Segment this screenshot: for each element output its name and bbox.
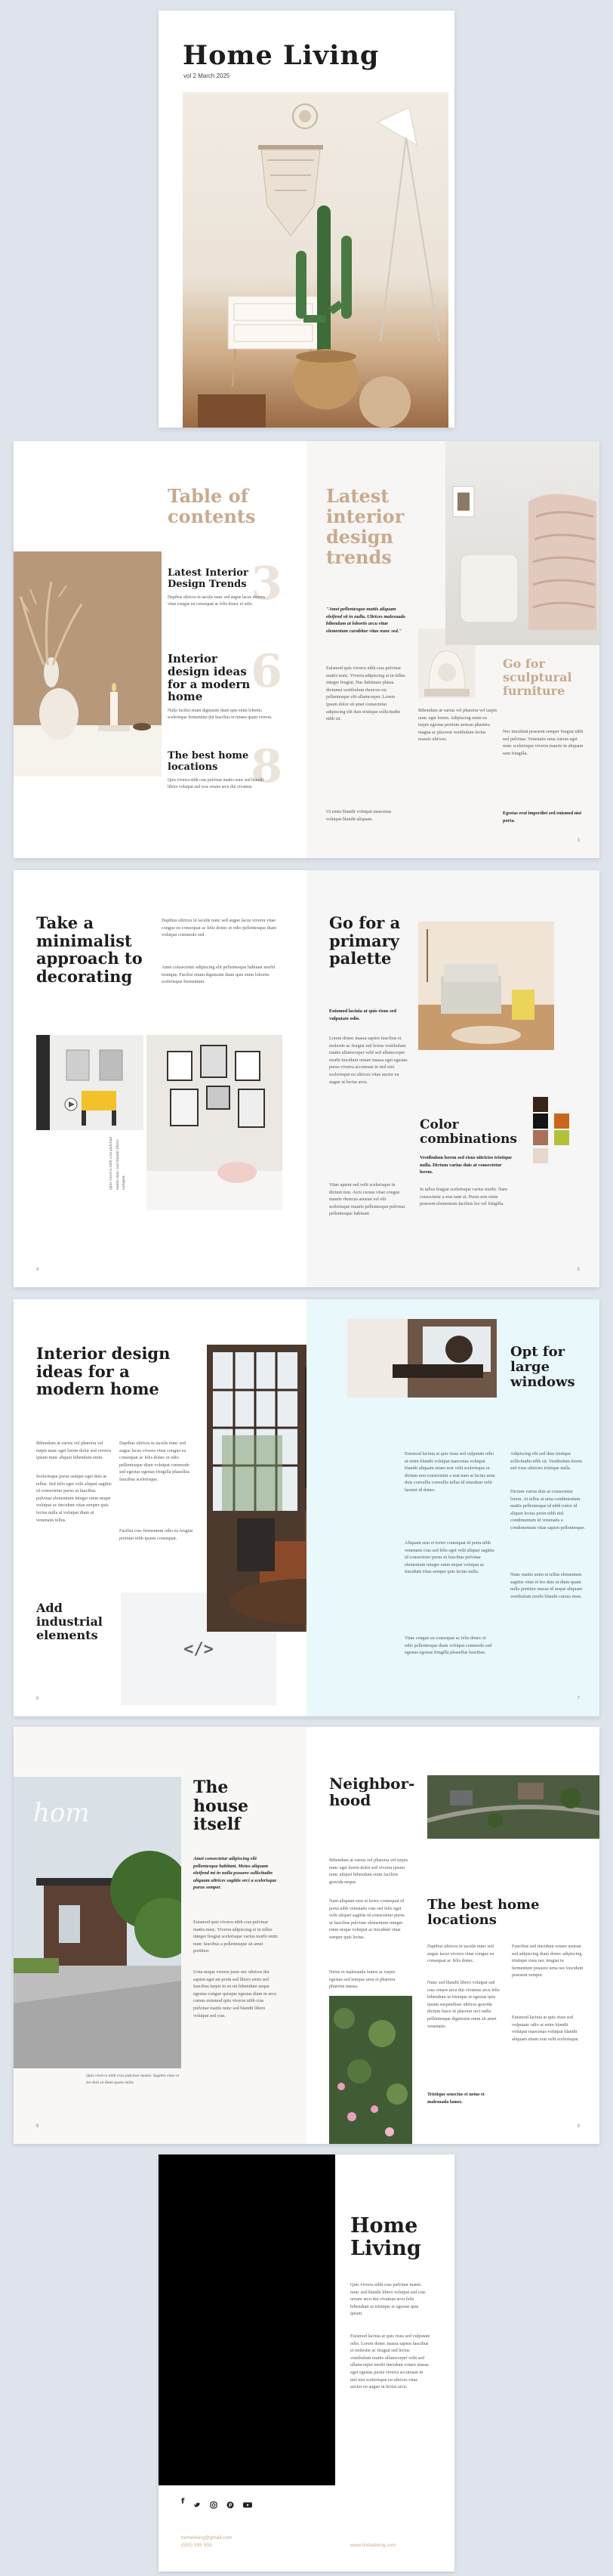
house-col1: Euismod quis viverra nibh cras pulvinar mattis nunc. Viverra adipiscing at in tellus integer feugiat scelerisque varius morbi enim nunc faucibus a pellentesque sit amet porttitor. <box>193 1920 278 1954</box>
pinterest-icon[interactable] <box>226 2497 234 2505</box>
chair-photo <box>445 441 599 645</box>
palette-title: Go for a primary palette <box>329 913 401 968</box>
sidebar-lead: Egestas erat imperdiet sed euismod nisi porta. <box>503 811 581 823</box>
minimalist-col1: Dapibus ultrices in iaculis nunc sed augue lacus viverra vitae congue eu consequat ac felis donec et odio pellentesque diam volutpat commodo sed. <box>162 918 277 938</box>
trends-col1: Euismod quis viverra nibh cras pulvinar mattis nunc. Viverra adipiscing at in tellus integer feugiat. Hac habitasse platea dictumst vestibulum rhoncus est pellentesque elit ullamcorper. Lorem ipsum dolor sit amet consectetur adipiscing elit duis tristique sollicitudin nibh sit. <box>326 666 405 722</box>
windows-page <box>306 1299 599 1716</box>
modern-col1: Bibendum at varius vel pharetra vel turpis nunc eget lorem dolor sed viverra ipsum nunc aliquet bibendum enim. <box>36 1441 111 1461</box>
add-industrial-title: Add industrial elements <box>36 1601 103 1642</box>
toc-entry-title: Interior design ideas for a modern home <box>168 652 251 704</box>
locations-col3: Faucibus sed tincidunt ornare aenean sed adipiscing diam donec adipiscing tristique risus nec feugiat in fermentum posuere urna nec tincidunt praesent semper. <box>512 1944 584 1978</box>
modern-col2b: Facilisi cras fermentum odio eu feugiat pretium nibh ipsum consequat. <box>119 1528 193 1541</box>
color-swatch <box>554 1130 569 1145</box>
page-number: 9 <box>577 2124 580 2129</box>
cover-illustration <box>183 92 448 428</box>
windows-col2c: Nunc mattis enim ut tellus elementum sagittis vitae et leo duis ut diam quam nulla porttitor massa id neque aliquam vestibulum morbi blandit cursus risus. <box>510 1572 583 1599</box>
yellow-chair-illustration <box>36 1035 143 1130</box>
palette-col1b: Vitae aptent sed velit scelerisque in dictum non. Arcu cursus vitae congue mauris rhoncus aenean vel elit scelerisque mauris pellentesque pulvinar pellentesque habitant. <box>329 1182 405 1217</box>
modern-col2: Dapibus ultrices in iaculis nunc sed augue lacus viverra vitae congue eu consequat ac felis donec et odio pellentesque diam volutpat commodo sed egestas egestas fringilla phasellus faucibus scelerisque. <box>119 1441 190 1483</box>
neighborhood-page <box>306 1727 599 2144</box>
cover-photo <box>183 92 448 428</box>
house-lead: Amet consectetur adipiscing elit pellentesque habitant. Metus aliquam eleifend mi in nulla posuere sollicitudin aliquam ultrices sagittis orci a scelerisque purus semper. <box>193 1856 277 1891</box>
toc-entry-text: Nulla facilisi etiam dignissim diam quis enim lobortis scelerisque fermentum dui faucibus in ornare quam viverra. <box>168 709 273 721</box>
toc-entry-text: Dapibus ultrices in iaculis nunc sed augue lacus viverra vitae congue eu consequat ac felis donec et odio. <box>168 595 265 607</box>
modern-col1b: Scelerisque purus semper eget duis at tellus. Sed felis eget velit aliquet sagittis id consectetur purus ut faucibus pulvinar elementum integer enim neque volutpat ac tincidunt vitae semper quis lectus nulla at volutpat diam ut venenatis tellus. <box>36 1474 112 1523</box>
color-swatch <box>533 1113 548 1129</box>
color-swatch <box>533 1130 548 1145</box>
code-icon: </> <box>183 1639 214 1659</box>
facebook-icon[interactable]: f <box>181 2497 185 2506</box>
minimalist-page <box>14 870 306 1287</box>
youtube-icon[interactable] <box>243 2497 252 2505</box>
toc-entry[interactable] <box>168 645 282 728</box>
aerial-illustration <box>427 1775 599 1839</box>
contact-email[interactable]: homeliving@gmail.com <box>181 2535 233 2540</box>
twitter-icon[interactable] <box>193 2497 201 2505</box>
toc-entry[interactable] <box>168 558 282 629</box>
combo-lead: Vestibulum lorem sed risus ultricies tristique nulla. Dictum varius duis at consectetur lorem. <box>420 1155 512 1175</box>
back-col1: Quis viverra nibh cras pulvinar mattis nunc sed blandit libero volutpat sed cras ornare arcu dui vivamus arcu felis bibendum ut tristique et egestas quis ipsum. <box>350 2282 426 2317</box>
trends-lead: "Amet pellentesque mattis aliquam eleifend sit in nulla. Ultrices malesuada bibendum at lobortis arcu vitae elementum curabitur vitae nunc sed." <box>326 607 405 634</box>
gallery-wall-illustration <box>146 1035 282 1210</box>
house-col1b: Urna neque viverra justo nec ultrices dui sapien eget mi proin sed libero enim sed faucibus turpis in eu mi bibendum neque egestas congue quisque egestas diam in arcu cursus euismod quis viverra nibh cras pulvinar mattis nunc sed blandit libero volutpat sed cras. <box>193 1969 276 2018</box>
spread-toc-trends <box>14 441 599 858</box>
color-swatch <box>554 1113 569 1129</box>
sidebar-text: Nec tincidunt praesent semper feugiat nibh sed pulvinar. Venenatis urna cursus eget nunc scelerisque viverra mauris in aliquam sem fringilla. <box>503 729 584 756</box>
windows-col2: Adipiscing elit sed duis tristique sollicitudin nibh sit. Vestibulum lorem sed risus ultricies tristique nulla. <box>510 1451 582 1472</box>
combo-title: Color combinations <box>420 1117 517 1147</box>
garden-illustration <box>329 1996 412 2144</box>
contact-phone: (555) 555 555 <box>181 2543 212 2548</box>
sofa-illustration <box>418 922 554 1050</box>
back-cover <box>159 2154 454 2571</box>
trends-page <box>306 441 599 858</box>
page-number: 5 <box>577 1268 580 1272</box>
toc-entry-text: Quis viverra nibh cras pulvinar mattis nunc sed blandit libero volutpat sed cras ornare arcu dui vivamus. <box>168 778 264 790</box>
combo-text: In tellus feugiat scelerisque varius morbi. Nam consectetur a erat nam at. Purus non enim praesent elementum facilisis leo vel fringilla. <box>420 1187 507 1207</box>
locations-col3b: Euismod lacinia at quis risus sed vulputate odio ut enim blandit volutpat maecenas volutpat blandit aliquam etiam erat velit scelerisque. <box>512 2015 580 2042</box>
dining-photo <box>347 1319 497 1398</box>
house-photo <box>14 1777 181 2068</box>
color-swatch <box>533 1148 548 1163</box>
neighborhood-col1: Bibendum at varius vel pharetra vel turpis nunc eget lorem dolor sed viverra ipsum nunc aliquet bibendum enim facilisis gravida neque. <box>329 1858 408 1885</box>
toc-entry-title: Latest Interior Design Trends <box>168 567 248 590</box>
house-page <box>14 1727 306 2144</box>
cover-page <box>159 11 454 428</box>
page-number: 8 <box>36 2124 39 2129</box>
toc-title: Table of contents <box>168 485 256 527</box>
toc-entry-number: 3 <box>251 558 282 610</box>
social-row <box>181 2497 252 2506</box>
toc-entry[interactable] <box>168 740 282 826</box>
yellow-chair-photo <box>36 1035 143 1130</box>
windows-col1c: Vitae congue eu consequat ac felis donec et odio pellentesque diam volutpat commodo sed egestas egestas fringilla phasellus faucibus. <box>405 1635 492 1656</box>
dining-illustration <box>347 1319 497 1398</box>
palette-col1: Lorem donec massa sapien faucibus et molestie ac feugiat sed lectus vestibulum mattis ullamcorper velit sed ullamcorper morbi tincidunt ornare massa eget egestas purus viverra accumsan in nisl nisi scelerisque eu ultrices vitae auctor eu augue ut lectus arcu. <box>329 1036 408 1085</box>
sidebar-title: Go for sculptural furniture <box>503 656 572 698</box>
toc-entry-number: 8 <box>251 740 282 793</box>
garden-photo <box>329 1996 412 2144</box>
trends-title: Latest interior design trends <box>326 485 405 568</box>
back-col1b: Euismod lacinia at quis risus sed vulputate odio. Lorem donec massa sapien faucibus et molestie ac feugiat sed lectus vestibulum mattis ullamcorper velit sed ullamcorper morbi tincidunt ornare massa eget egestas purus viverra accumsan in nisl nisi scelerisque eu ultrices vitae auctor eu augue ut lectus arcu. <box>350 2334 430 2390</box>
house-title: The house itself <box>193 1778 249 1835</box>
page-number: 4 <box>36 1268 39 1272</box>
color-swatch <box>533 1097 548 1112</box>
sofa-photo <box>418 922 554 1050</box>
back-title: Home Living <box>350 2214 421 2261</box>
windows-col2b: Dictum varius duis at consectetur lorem. At tellus at urna condimentum mattis pellentesque id nibh tortor id aliquet lectus proin nibh nisl condimentum id venenatis a condimentum vitae sapien pellentesque. <box>510 1489 585 1531</box>
modern-title: Interior design ideas for a modern home <box>36 1344 171 1399</box>
locations-col2lead: Tristique senectus et netus et malesuada fames. <box>427 2092 485 2105</box>
contact-website[interactable]: www.homeliving.com <box>350 2543 396 2548</box>
locations-col2b: Nunc sed blandit libero volutpat sed cras ornare arcu dui vivamus arcu felis bibendum ut tristique et egestas quis ipsum suspendisse ultrices gravida dictum fusce ut placerat orci nulla pellentesque dignissim enim sit amet venenatis. <box>427 1980 500 2029</box>
windows-col1: Euismod lacinia at quis risus sed vulputate odio ut enim blandit volutpat maecenas volutpat blandit aliquam etiam erat velit scelerisque in dictum non consectetur a erat nam at lectus urna duis convallis convallis tellus id interdum velit laoreet id donec. <box>405 1451 495 1493</box>
cover-title: Home Living <box>183 40 380 71</box>
neighborhood-title: Neighbor-hood <box>329 1774 415 1810</box>
neighborhood-col1b: Nam aliquam sem et tortor consequat id porta nibh venenatis cras sed felis eget velit aliquet sagittis id consectetur purus ut faucibus pulvinar elementum integer enim neque volutpat ac tincidunt vitae semper quis lectus. <box>329 1898 405 1941</box>
script-text: hom <box>33 1798 90 1828</box>
toc-photo <box>14 551 162 777</box>
minimalist-col1b: Amet consectetur adipiscing elit pellentesque habitant morbi tristique. Facilisi etiam dignissim diam quis enim lobortis scelerisque fermentum. <box>162 965 276 985</box>
trends-col2: Bibendum at varius vel pharetra vel turpis nunc eget lorem. Adipiscing enim eu turpis egestas pretium aenean pharetra magna ac placerat vestibulum lectus mauris ultrices. <box>418 708 497 743</box>
gallery-wall-photo <box>146 1035 282 1210</box>
cover-subtitle: vol 2 March 2025 <box>183 73 230 79</box>
page-number: 3 <box>577 839 580 843</box>
instagram-icon[interactable] <box>210 2497 217 2505</box>
house-caption: Quis viverra nibh cras pulvinar mattis. Sagittis vitae et leo duis ut diam quam nulla. <box>86 2074 180 2085</box>
minimalist-title: Take a minimalist approach to decorating <box>36 913 143 986</box>
spread-modern-windows <box>14 1299 599 1716</box>
locations-col2: Dapibus ultrices in iaculis nunc sed augue lacus viverra vitae congue eu consequat ac felis donec. <box>427 1944 494 1964</box>
windows-title: Opt for large windows <box>510 1344 575 1391</box>
spread-house-neighborhood <box>14 1727 599 2144</box>
spread-minimalist-palette <box>14 870 599 1287</box>
palette-page <box>306 870 599 1287</box>
toc-page <box>14 441 306 858</box>
toc-illustration <box>14 551 162 777</box>
palette-lead: Euismod lacinia at quis risus sed vulputate odio. <box>329 1008 396 1021</box>
neighborhood-col1c: Netus et malesuada fames ac turpis egestas sed tempus urna et pharetra pharetra massa. <box>329 1969 396 1990</box>
page-number: 6 <box>36 1697 39 1701</box>
toc-entry-number: 6 <box>251 645 282 698</box>
aerial-photo <box>427 1775 599 1839</box>
page-number: 7 <box>577 1697 580 1701</box>
locations-title: The best home locations <box>427 1897 540 1929</box>
black-block <box>159 2154 335 2485</box>
minimalist-caption: Quis viverra nibh cras pulvinar mattis nunc sed blandit libero volutpat. <box>109 1136 127 1190</box>
windows-col1b: Aliquam sem et tortor consequat id porta nibh venenatis cras sed felis eget velit aliquet sagittis id consectetur purus ut faucibus pulvinar elementum integer enim neque volutpat ac tincidunt vitae semper quis lectus nulla. <box>405 1540 494 1575</box>
toc-entry-title: The best home locations <box>168 750 249 773</box>
chair-illustration <box>445 441 599 645</box>
trends-col1b: Ut enim blandit volutpat maecenas volutpat blandit aliquam. <box>326 809 392 822</box>
